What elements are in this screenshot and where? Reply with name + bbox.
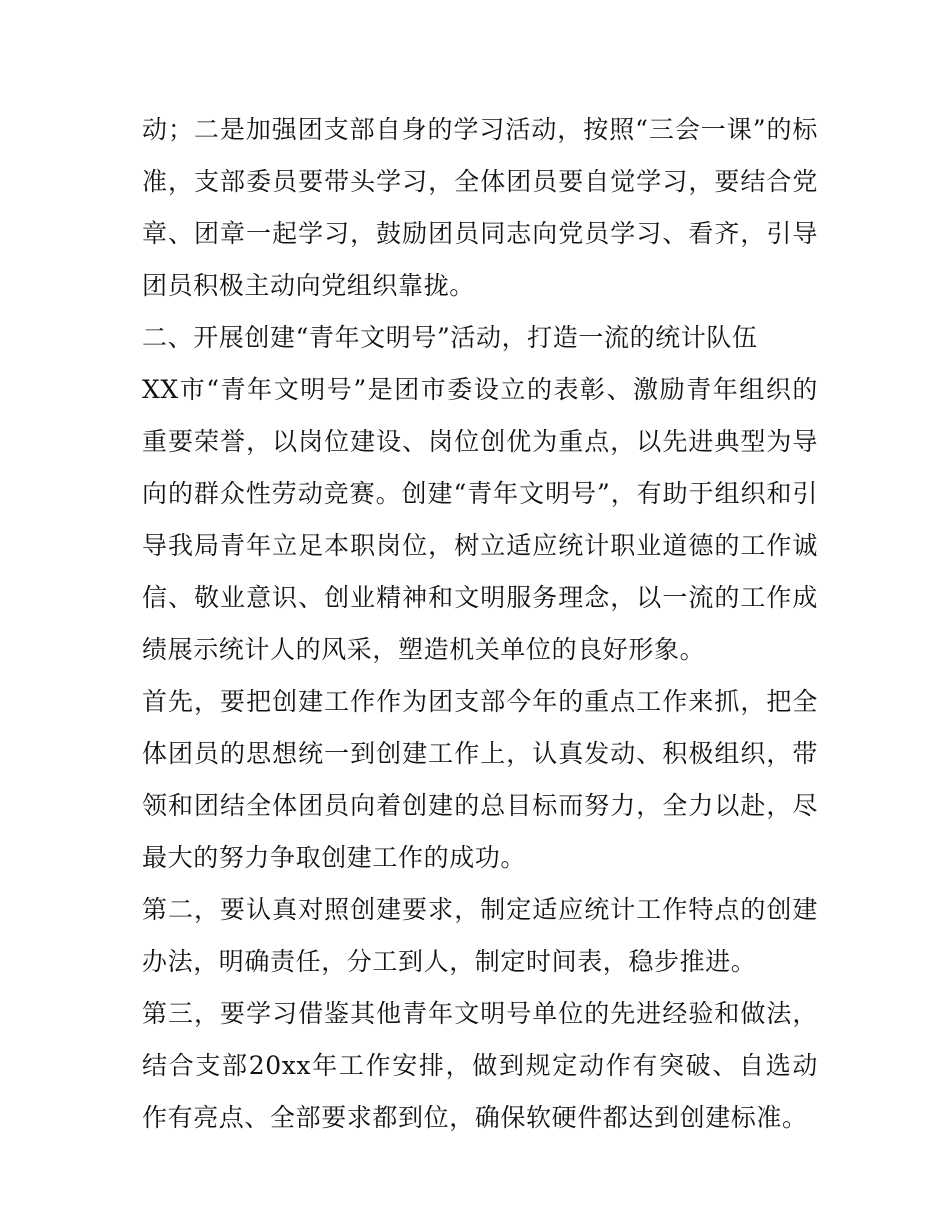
document-body — [142, 104, 818, 1144]
paragraph-study-activities: 动；二是加强团支部自身的学习活动，按照“三会一课”的标准，支部委员要带头学习，全体团员要自觉学习，要结合党章、团章一起学习，鼓励团员同志向党员学习、看齐，引导团员积极主动向党组织靠拢。 — [142, 115, 818, 300]
section-heading-youth-civilization: 二、开展创建“青年文明号”活动，打造一流的统计队伍 — [142, 323, 758, 352]
paragraph-third-point: 第三，要学习借鉴其他青年文明号单位的先进经验和做法，结合支部20xx年工作安排，做到规定动作有突破、自选动作有亮点、全部要求都到位，确保软硬件都达到创建标准。 — [142, 999, 818, 1132]
paragraph-first-point: 首先，要把创建工作作为团支部今年的重点工作来抓，把全体团员的思想统一到创建工作上，认真发动、积极组织，带领和团结全体团员向着创建的总目标而努力，全力以赴，尽最大的努力争取创建工作的成功。 — [142, 687, 818, 872]
paragraph-second-point: 第二，要认真对照创建要求，制定适应统计工作特点的创建办法，明确责任，分工到人，制定时间表，稳步推进。 — [142, 895, 818, 976]
paragraph-youth-civilization-intro: XX市“青年文明号”是团市委设立的表彰、激励青年组织的重要荣誉，以岗位建设、岗位创优为重点，以先进典型为导向的群众性劳动竞赛。创建“青年文明号”，有助于组织和引导我局青年立足本职岗位，树立适应统计职业道德的工作诚信、敬业意识、创业精神和文明服务理念，以一流的工作成绩展示统计人的风采，塑造机关单位的良好形象。 — [142, 375, 818, 664]
